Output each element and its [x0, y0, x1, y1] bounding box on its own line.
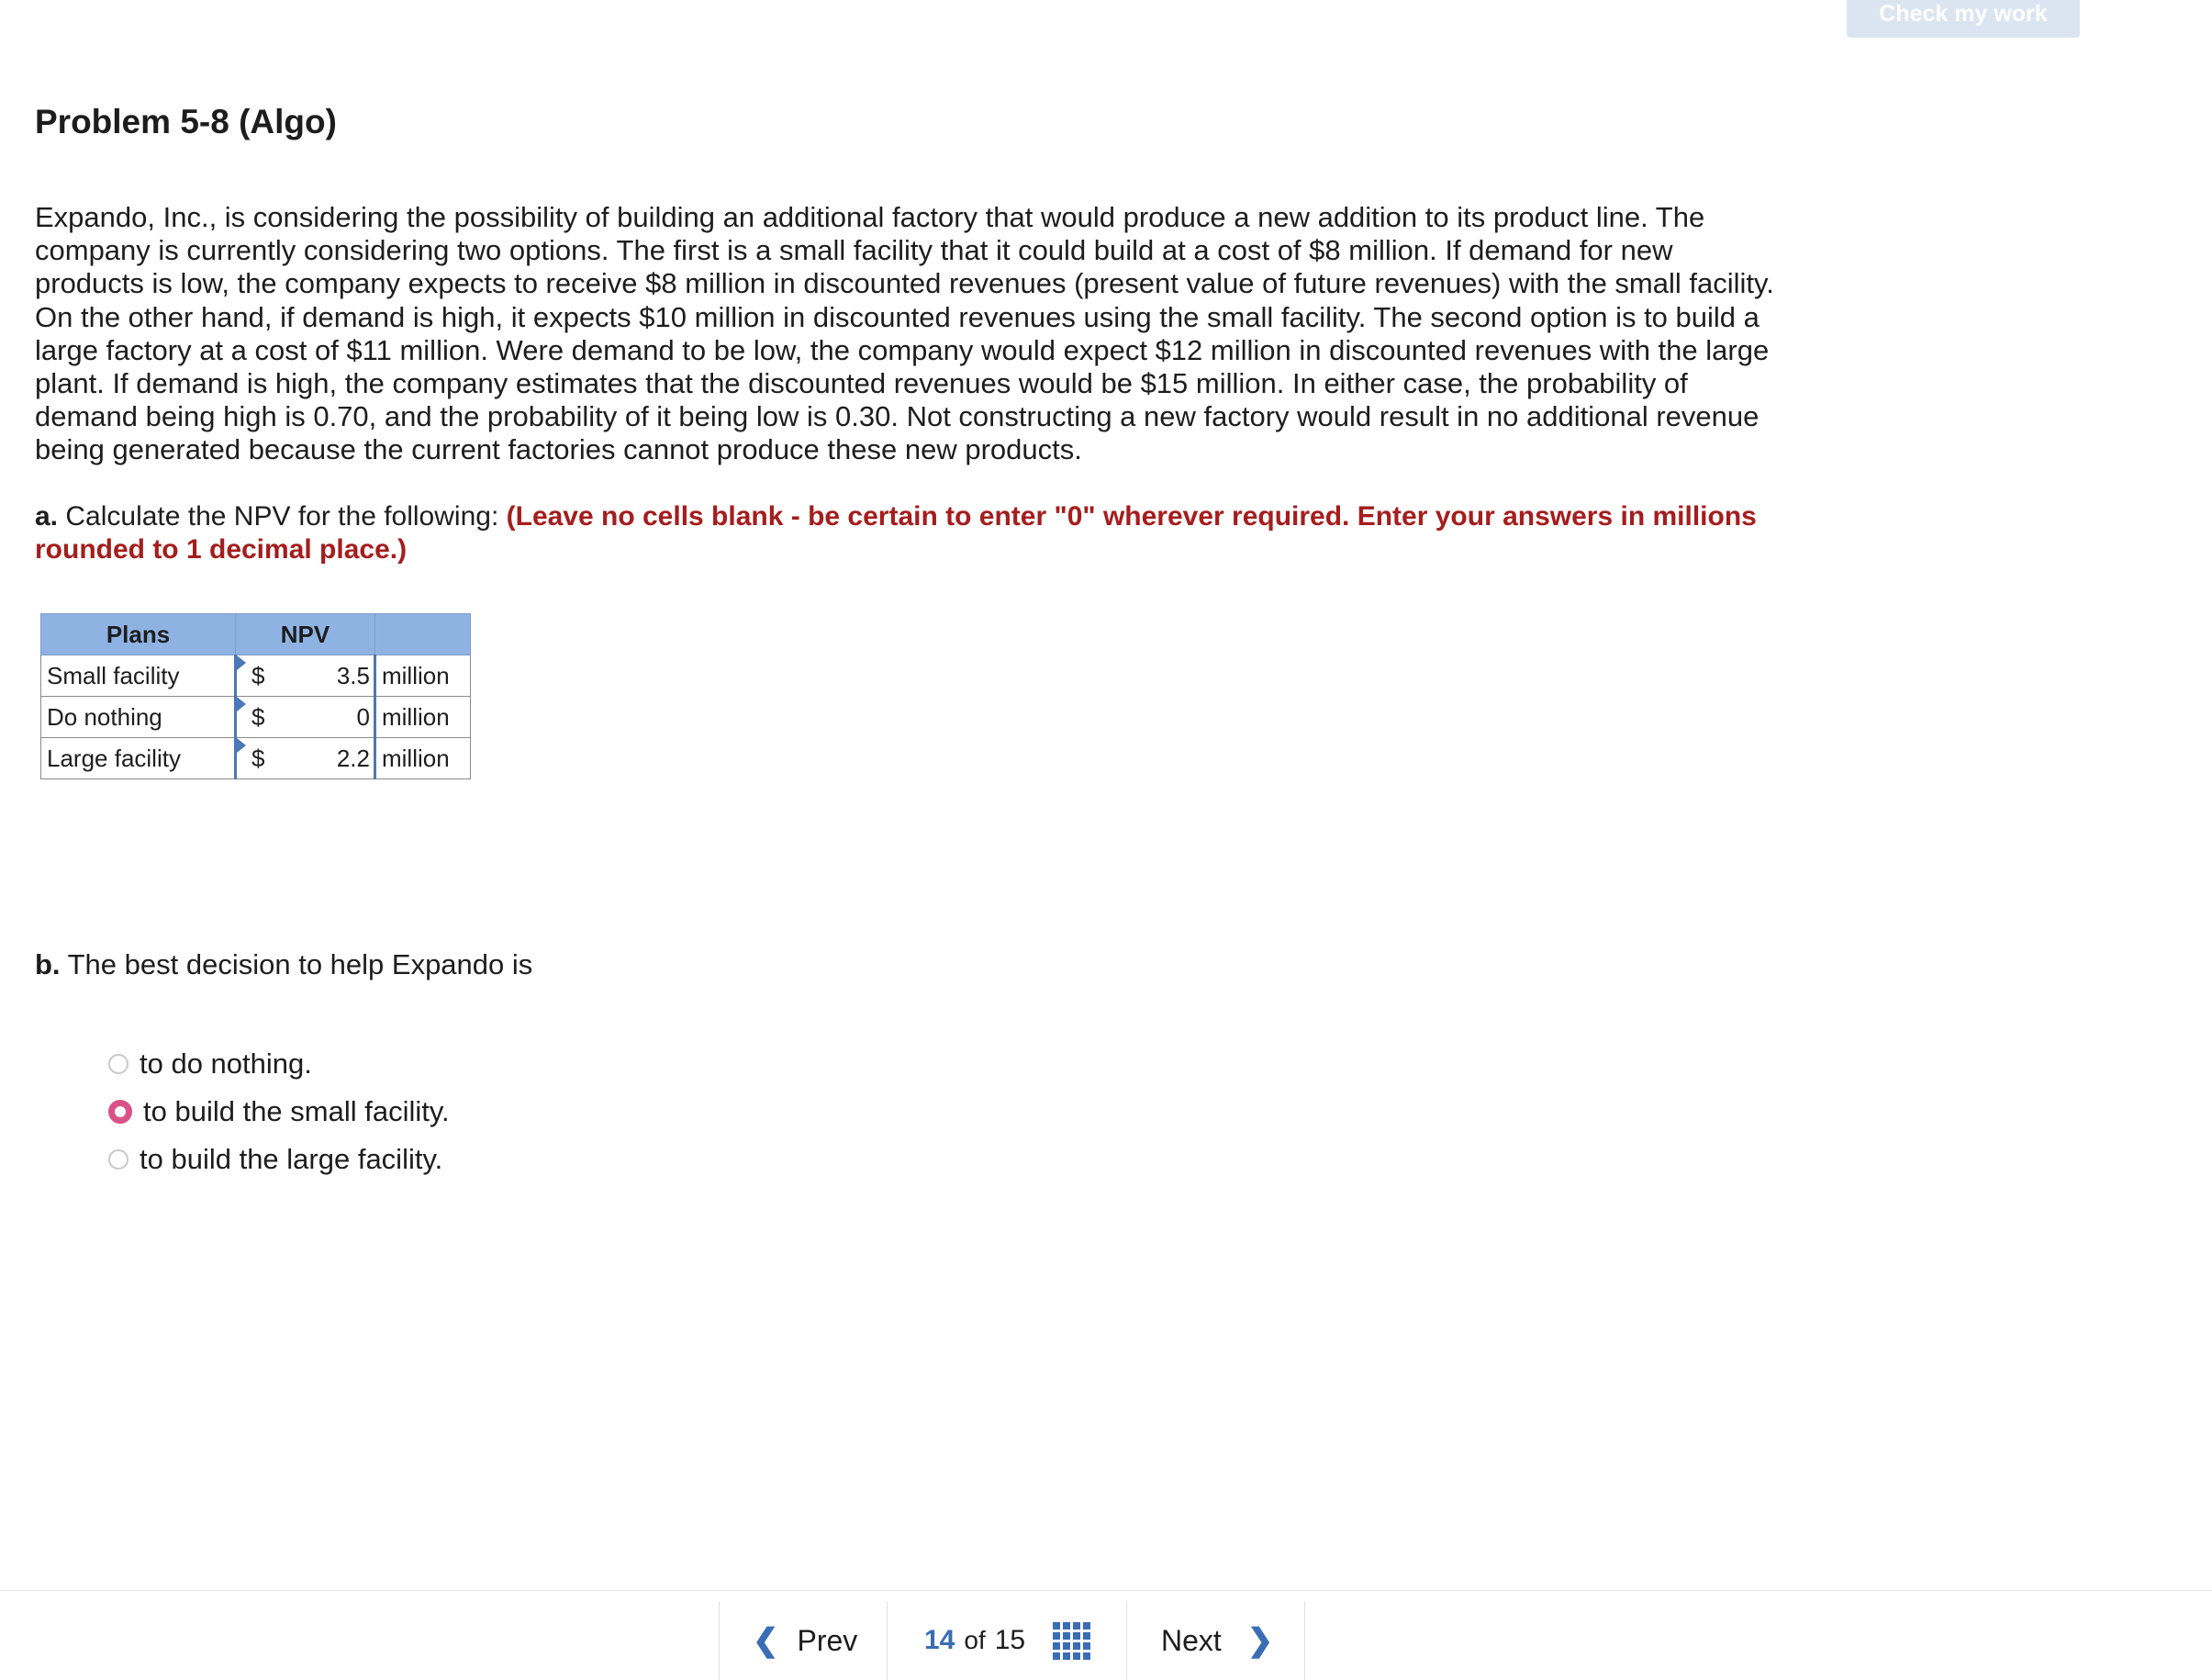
option-label: to build the large facility. [140, 1143, 443, 1175]
total-pages: 15 [994, 1625, 1026, 1655]
npv-input-large-facility[interactable] [280, 745, 371, 773]
unit-label: million [375, 655, 471, 697]
npv-input-cell [280, 697, 375, 738]
problem-title: Problem 5-8 (Algo) [35, 103, 337, 140]
prev-button[interactable] [753, 1622, 857, 1659]
page-indicator [924, 1601, 1090, 1680]
next-label: Next [1161, 1623, 1222, 1657]
radio-button-selected[interactable] [108, 1100, 132, 1124]
part-b-question: The best decision to help Expando is [60, 948, 533, 980]
table-row [41, 738, 471, 779]
decision-options [108, 1040, 450, 1183]
answer-flag-icon [237, 655, 246, 670]
prev-nav [753, 1601, 857, 1680]
option-small-facility[interactable] [108, 1088, 450, 1136]
npv-input-small-facility[interactable] [280, 662, 371, 690]
currency-symbol [236, 697, 280, 738]
npv-input-cell [280, 655, 375, 697]
nav-divider [887, 1601, 888, 1680]
part-a-label: a. [35, 501, 59, 532]
nav-divider [719, 1601, 720, 1680]
header-npv: NPV [236, 614, 375, 655]
page-of-label: of [964, 1626, 986, 1654]
npv-table [40, 613, 471, 779]
nav-divider [1126, 1601, 1127, 1680]
answer-flag-icon [237, 697, 246, 711]
plan-name: Small facility [41, 655, 236, 697]
header-plans: Plans [41, 614, 236, 655]
check-my-work-button[interactable]: Check my work [1847, 0, 2080, 38]
unit-label: million [375, 738, 471, 779]
table-row [41, 655, 471, 697]
currency-symbol [236, 738, 280, 779]
current-page: 14 [924, 1625, 955, 1655]
part-a-question: Calculate the NPV for the following: [58, 501, 507, 532]
npv-table-header-row [41, 614, 471, 655]
part-b-prompt [35, 948, 532, 981]
part-a-instruction: (Leave no cells blank - be certain to enter "0" wherever required. Enter your answers in millions rounded to 1 decimal place.) [35, 501, 1757, 565]
problem-text: Expando, Inc., is considering the possibility of building an additional factory that would produce a new addition to its product line. The company is currently considering two options. The first is a small facility that it could build at a cost of $8 million. If demand for new products is low, the company expects to receive $8 million in discounted revenues (present value of future revenues) with the small facility. On the other hand, if demand is high, it expects $10 million in discounted revenues using the small facility. The second option is to build a large factory at a cost of $11 million. Were demand to be low, the company would expect $12 million in discounted revenues with the large plant. If demand is high, the company estimates that the discounted revenues would be $15 million. In either case, the probability of demand being high is 0.70, and the probability of it being low is 0.30. Not constructing a new factory would result in no additional revenue being generated because the current factories cannot produce these new products. [35, 201, 1774, 466]
npv-input-cell [280, 738, 375, 779]
option-label: to do nothing. [140, 1047, 312, 1080]
currency-text: $ [251, 661, 265, 689]
currency-text: $ [251, 744, 265, 772]
plan-name: Large facility [41, 738, 236, 779]
radio-button[interactable] [108, 1149, 128, 1170]
chevron-left-icon: ❮ [753, 1623, 779, 1658]
unit-label: million [375, 697, 471, 738]
part-a-prompt [35, 500, 1779, 566]
answer-flag-icon [237, 738, 246, 753]
next-button[interactable] [1161, 1622, 1273, 1659]
option-do-nothing[interactable] [108, 1040, 450, 1088]
header-unit [375, 614, 471, 655]
prev-label: Prev [797, 1623, 858, 1657]
footer-divider [0, 1590, 2212, 1591]
radio-button[interactable] [108, 1054, 128, 1074]
table-row [41, 697, 471, 738]
grid-icon[interactable] [1053, 1622, 1090, 1660]
nav-divider [1304, 1601, 1305, 1680]
npv-input-do-nothing[interactable] [280, 703, 371, 732]
plan-name: Do nothing [41, 697, 236, 738]
currency-text: $ [251, 702, 265, 731]
part-b-label: b. [35, 948, 61, 980]
next-nav [1161, 1601, 1273, 1680]
option-large-facility[interactable] [108, 1136, 450, 1183]
currency-symbol [236, 655, 280, 697]
chevron-right-icon: ❯ [1246, 1623, 1274, 1658]
option-label: to build the small facility. [143, 1095, 450, 1127]
